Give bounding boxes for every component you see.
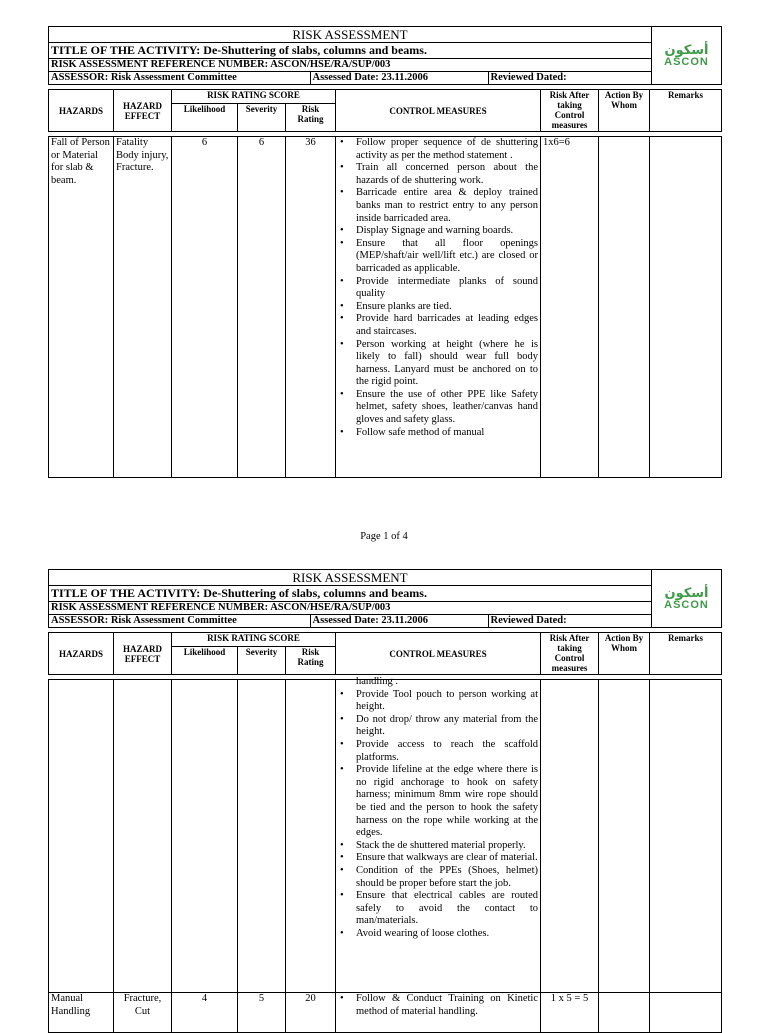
hazard-effect-cell: Fracture, Cut (114, 993, 172, 1033)
company-logo (652, 27, 722, 85)
action-by-cell (599, 993, 650, 1033)
table-row (49, 137, 722, 478)
list-item: • Provide access to reach the scaffold platforms. (352, 739, 538, 764)
risk-after-cell: 1x6=6 (541, 137, 599, 478)
logo-arabic-text: أسكون (664, 585, 709, 600)
severity-cell: 6 (238, 137, 286, 478)
risk-rating-cell (286, 680, 336, 993)
document-title: RISK ASSESSMENT (49, 27, 652, 43)
control-measures-cell (336, 676, 541, 993)
col-hazards: HAZARDS (49, 90, 114, 132)
logo-text: ASCON (664, 599, 709, 611)
likelihood-cell: 6 (172, 137, 238, 478)
activity-title: TITLE OF THE ACTIVITY: De-Shuttering of slabs, columns and beams. (49, 43, 652, 59)
col-risk-rating-score: RISK RATING SCORE (172, 633, 336, 647)
page-number: Page 1 of 4 (360, 531, 408, 542)
assessed-date: Assessed Date: 23.11.2006 (310, 72, 488, 84)
document-title: RISK ASSESSMENT (49, 570, 652, 586)
severity-cell (238, 680, 286, 993)
reviewed-date: Reviewed Dated: (490, 615, 567, 626)
reference-number: RISK ASSESSMENT REFERENCE NUMBER: ASCON/HSE/RA/SUP/003 (49, 602, 652, 615)
list-item: • Ensure the use of other PPE like Safety helmet, safety shoes, leather/canvas hand gloves and safety glass. (352, 389, 538, 427)
hazard-effect-cell (114, 680, 172, 993)
list-item: • Stack the de shuttered material properly. (352, 840, 538, 853)
action-by-cell (599, 680, 650, 993)
risk-rating-cell: 36 (286, 137, 336, 478)
control-measures-cell (336, 137, 541, 478)
col-control-measures: CONTROL MEASURES (336, 90, 541, 132)
list-item: • Follow safe method of manual (352, 427, 538, 440)
risk-rating-cell: 20 (286, 993, 336, 1033)
remarks-cell (650, 993, 722, 1033)
list-item: • Provide hard barricades at leading edges and staircases. (352, 313, 538, 338)
col-risk-after: Risk After taking Control measures (541, 633, 599, 675)
assessor: ASSESSOR: Risk Assessment Committee (49, 72, 310, 84)
list-item: • Provide intermediate planks of sound quality (352, 276, 538, 301)
list-item: • Ensure that electrical cables are routed safely to avoid the contact to man/materials. (352, 890, 538, 928)
header-table (48, 569, 722, 628)
logo-text: ASCON (664, 56, 709, 68)
risk-table (48, 628, 722, 1033)
list-item: • Avoid wearing of loose clothes. (352, 928, 538, 941)
list-item: • Person working at height (where he is likely to fall) should wear full body harness. Lanyard must be anchored on to the rigid point. (352, 339, 538, 389)
reviewed-date: Reviewed Dated: (490, 72, 567, 83)
likelihood-cell (172, 680, 238, 993)
control-measures-list (338, 993, 538, 1018)
col-hazards: HAZARDS (49, 633, 114, 675)
action-by-cell (599, 137, 650, 478)
logo-arabic-text: أسكون (664, 42, 709, 57)
col-hazard-effect: HAZARD EFFECT (114, 90, 172, 132)
list-item: • Display Signage and warning boards. (352, 225, 538, 238)
hazard-cell (49, 680, 114, 993)
list-item: • Ensure that walkways are clear of material. (352, 852, 538, 865)
list-item: • Train all concerned person about the hazards of de shuttering work. (352, 162, 538, 187)
severity-cell: 5 (238, 993, 286, 1033)
risk-assessment-sheet-page-1 (48, 26, 721, 478)
reference-number: RISK ASSESSMENT REFERENCE NUMBER: ASCON/HSE/RA/SUP/003 (49, 59, 652, 72)
control-measures-cell (336, 993, 541, 1033)
table-row (49, 993, 722, 1033)
col-control-measures: CONTROL MEASURES (336, 633, 541, 675)
remarks-cell (650, 137, 722, 478)
hazard-effect-cell: Fatality Body injury, Fracture. (114, 137, 172, 478)
risk-after-cell: 1 x 5 = 5 (541, 993, 599, 1033)
activity-title: TITLE OF THE ACTIVITY: De-Shuttering of slabs, columns and beams. (49, 586, 652, 602)
risk-table (48, 85, 722, 478)
list-item: • Provide Tool pouch to person working at height. (352, 689, 538, 714)
control-measures-list (338, 137, 538, 439)
hazard-cell: Manual Handling (49, 993, 114, 1033)
col-severity: Severity (238, 104, 286, 132)
risk-assessment-sheet-page-2 (48, 569, 721, 1033)
col-likelihood: Likelihood (172, 104, 238, 132)
list-item: • Provide lifeline at the edge where there is no rigid anchorage to hook on safety harness; minimum 8mm wire rope should be tied and the person to hook the safety harness on the rope while working at the edges. (352, 764, 538, 840)
col-action-by: Action By Whom (599, 633, 650, 675)
col-risk-rating: Risk Rating (286, 104, 336, 132)
col-hazard-effect: HAZARD EFFECT (114, 633, 172, 675)
list-item: • Do not drop/ throw any material from the height. (352, 714, 538, 739)
remarks-cell (650, 680, 722, 993)
list-item: • Condition of the PPEs (Shoes, helmet) should be proper before start the job. (352, 865, 538, 890)
table-row (49, 680, 722, 993)
continued-text: handling . (356, 676, 398, 687)
likelihood-cell: 4 (172, 993, 238, 1033)
col-remarks: Remarks (650, 90, 722, 132)
col-risk-after: Risk After taking Control measures (541, 90, 599, 132)
col-risk-rating-score: RISK RATING SCORE (172, 90, 336, 104)
col-severity: Severity (238, 647, 286, 675)
col-remarks: Remarks (650, 633, 722, 675)
risk-after-cell (541, 680, 599, 993)
list-item: • Ensure planks are tied. (352, 301, 538, 314)
list-item: • Follow proper sequence of de shuttering activity as per the method statement . (352, 137, 538, 162)
header-table (48, 26, 722, 85)
company-logo (652, 570, 722, 628)
hazard-cell: Fall of Person or Material for slab & beam. (49, 137, 114, 478)
assessed-date: Assessed Date: 23.11.2006 (310, 615, 488, 627)
control-measures-list (338, 689, 538, 941)
list-item: • Ensure that all floor openings (MEP/shaft/air well/lift etc.) are closed or barricaded as applicable. (352, 238, 538, 276)
col-likelihood: Likelihood (172, 647, 238, 675)
col-risk-rating: Risk Rating (286, 647, 336, 675)
assessor: ASSESSOR: Risk Assessment Committee (49, 615, 310, 627)
list-item: • Barricade entire area & deploy trained banks man to restrict entry to any person inside barricaded area. (352, 187, 538, 225)
col-action-by: Action By Whom (599, 90, 650, 132)
list-item: • Follow & Conduct Training on Kinetic method of material handling. (352, 993, 538, 1018)
